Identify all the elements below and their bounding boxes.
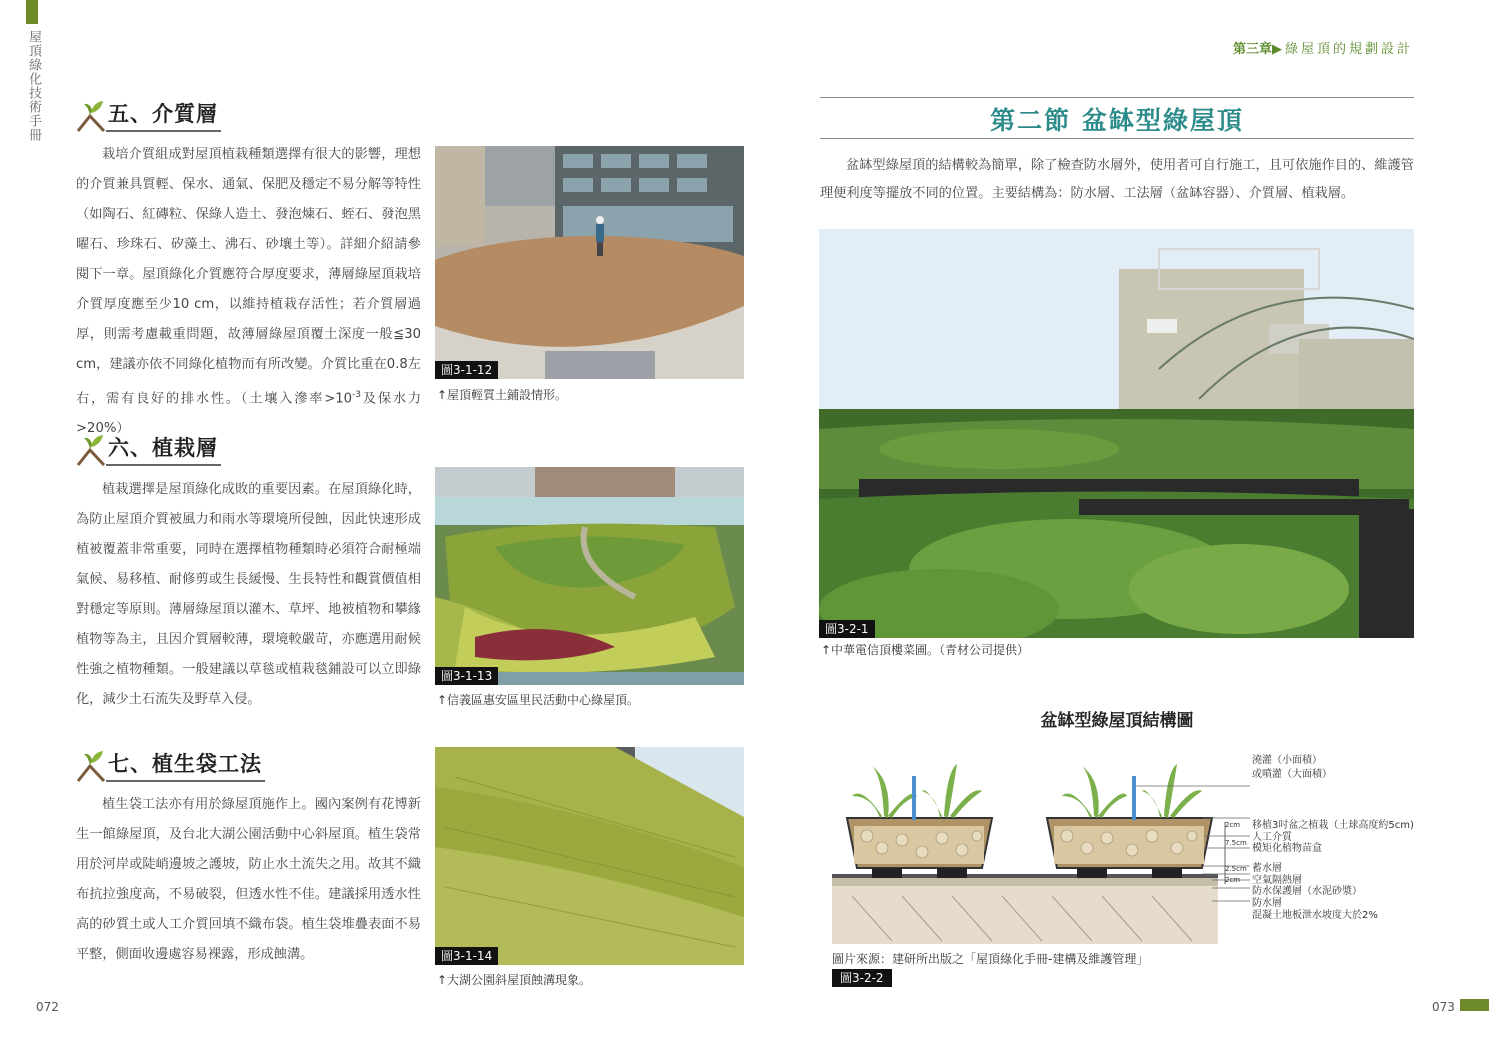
title-rule-bottom: [820, 138, 1414, 139]
label-irrigation-large: 或噴灌（大面積）: [1252, 769, 1332, 780]
figure-caption: ↑中華電信頂樓菜圃。（青材公司提供）: [821, 643, 1030, 657]
dimension-2cm: 2cm: [1225, 821, 1241, 829]
exponent: -3: [352, 390, 362, 400]
label-seedling-box: 模矩化植物苗盒: [1252, 843, 1322, 854]
sidebar-accent-bar: [26, 0, 38, 24]
section-title: 六、植栽層: [106, 432, 221, 466]
section-5-body: [76, 140, 421, 444]
section-title: 七、植生袋工法: [106, 748, 265, 782]
chapter-header: [1233, 38, 1413, 57]
page-accent-bar: [1460, 999, 1489, 1011]
section-5-text: 栽培介質組成對屋頂植栽種類選擇有很大的影響，理想的介質兼具質輕、保水、通氣、保肥及穩定不易分解等特性（如陶石、紅磚粒、保綠人造土、發泡煉石、蛭石、發泡黑曜石、珍珠石、矽藻土、沸石、砂壤土等）。詳細介紹請參閱下一章。屋頂綠化介質應符合厚度要求，薄層綠屋頂栽培介質厚度應至少10 cm，以維持植栽存活性；若介質層過厚，則需考慮載重問題，故薄層綠屋頂覆土深度一般≦30 cm，建議亦依不同綠化植物而有所改變。介質比重在0.8左右，需有良好的排水性。（土壤入滲率>10: [76, 147, 421, 407]
chapter-arrow: ▶: [1271, 42, 1285, 57]
figure-number: 圖3-2-1: [819, 620, 875, 638]
section-heading-5: [76, 98, 221, 132]
figure-caption: ↑屋頂輕質土鋪設情形。: [437, 388, 568, 402]
figure-number: 圖3-1-14: [435, 947, 498, 965]
section-heading-6: [76, 432, 221, 466]
chapter-number: 第三章: [1232, 42, 1272, 57]
section-7-body: 植生袋工法亦有用於綠屋頂施作上。國內案例有花博新生一館綠屋頂，及台北大湖公園活動中心斜屋頂。植生袋常用於河岸或陡峭邊坡之護坡，防止水土流失之用。故其不織布抗拉強度高，不易破裂，但透水性不佳。建議採用透水性高的砂質土或人工介質回填不織布袋。植生袋堆疊表面不易平整，側面收邊處容易裸露，形成蝕溝。: [76, 797, 421, 962]
label-concrete-slab: 混凝土地板泄水坡度大於2%: [1252, 910, 1378, 921]
sprout-house-icon: [76, 98, 106, 132]
section-6-body: 植栽選擇是屋頂綠化成敗的重要因素。在屋頂綠化時，為防止屋頂介質被風力和雨水等環境所侵蝕，因此快速形成植被覆蓋非常重要，同時在選擇植物種類時必須符合耐極端氣候、易移植、耐修剪或生長緩慢、生長特性和觀賞價值相對穩定等原則。薄層綠屋頂以灌木、草坪、地被植物和攀緣植物等為主，且因介質層較薄，環境較嚴苛，亦應選用耐候性強之植物種類。一般建議以草毯或植栽毯鋪設可以立即綠化，減少土石流失及野草入侵。: [76, 482, 421, 707]
label-waterproof: 防水層: [1252, 898, 1282, 909]
figure-number: 圖3-1-12: [435, 361, 498, 379]
structure-diagram: [832, 756, 1446, 946]
photo-lightweight-soil: [435, 146, 744, 379]
sprout-house-icon: [76, 432, 106, 466]
section-title: 五、介質層: [106, 98, 221, 132]
diagram-title: 盆缽型綠屋頂結構圖: [1040, 711, 1194, 731]
dimension-2cm-bottom: 2cm: [1225, 876, 1241, 884]
title-rule-top: [820, 97, 1414, 98]
sprout-house-icon: [76, 748, 106, 782]
label-irrigation-small: 澆灌（小面積）: [1252, 755, 1322, 766]
label-waterproof-protection: 防水保護層（水泥砂漿）: [1252, 886, 1362, 897]
figure-number: 圖3-1-13: [435, 667, 498, 685]
section-heading-7: [76, 748, 265, 782]
label-water-storage: 蓄水層: [1252, 863, 1282, 874]
figure-caption: ↑大湖公園斜屋頂蝕溝現象。: [437, 973, 592, 987]
label-air-insulation: 空氣隔熱層: [1252, 875, 1302, 886]
photo-slope-roof: [435, 747, 744, 965]
page-number-right: 073: [1432, 1000, 1455, 1014]
section-5-text-tail: 及保水力>20%）: [76, 391, 422, 437]
dimension-7-5cm: 7.5cm: [1225, 839, 1247, 847]
dimension-2-5cm: 2.5cm: [1225, 865, 1247, 873]
photo-green-roof-community: [435, 467, 744, 685]
photo-rooftop-vegetable-garden: [819, 229, 1414, 638]
section-intro: 盆缽型綠屋頂的結構較為簡單，除了檢查防水層外，使用者可自行施工，且可依施作目的、維護管理便利度等擺放不同的位置。主要結構為：防水層、工法層（盆缽容器）、介質層、植栽層。: [820, 158, 1414, 201]
label-medium: 人工介質: [1252, 832, 1292, 843]
figure-number: 圖3-2-2: [832, 969, 892, 987]
figure-caption: ↑信義區惠安區里民活動中心綠屋頂。: [437, 693, 640, 707]
section-title-2: 第二節 盆缽型綠屋頂: [990, 106, 1244, 135]
chapter-title: 綠屋頂的規劃設計: [1284, 42, 1413, 57]
page-number-left: 072: [36, 1000, 59, 1014]
image-source: 圖片來源：建研所出版之「屋頂綠化手冊-建構及維護管理」: [832, 952, 1149, 966]
book-title-vertical: 屋頂綠化技術手冊: [26, 30, 41, 142]
label-planting: 移植3吋盆之植栽（土球高度約5cm): [1252, 820, 1414, 831]
